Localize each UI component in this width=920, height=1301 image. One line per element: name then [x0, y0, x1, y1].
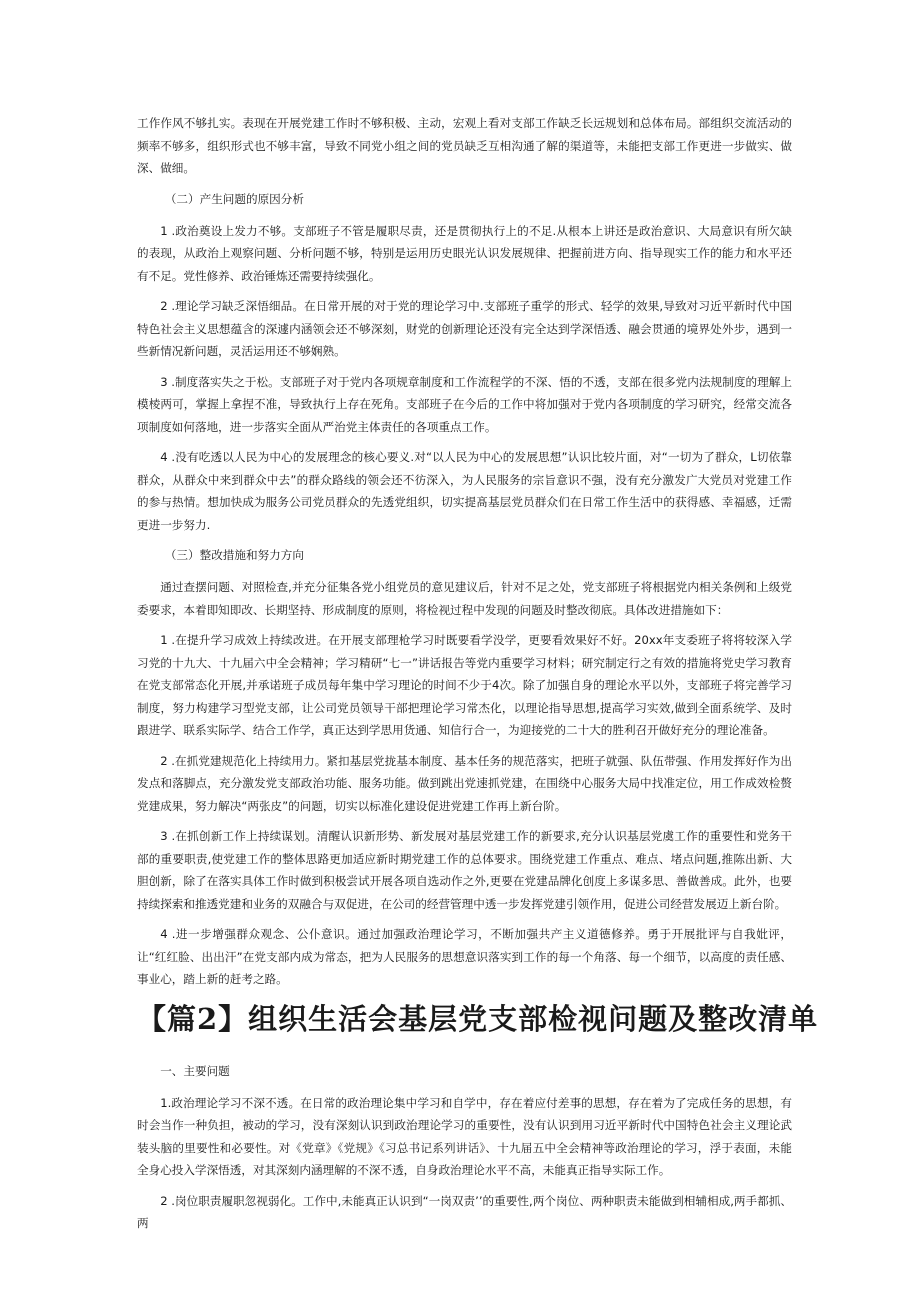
- paragraph-cause-1: 1 .政治奠设上发力不够。支部班子不管是履职尽责，还是贯彻执行上的不足.从根本上讲还是政治意识、大局意识有所欠缺的表现，从政治上观察问题、分析问题不够，特别是运用历史眼光认识发展规律、把握前进方向、指导现实工作的能力和水平还有不足。党性修养、政治锤炼还需要持续强化。: [137, 223, 792, 283]
- paragraph-cause-2: 2 .理论学习缺乏深悟细品。在日常开展的对于党的理论学习中.支部班子重学的形式、轻学的效果,导致对习近平新时代中国特色社会主义思想蕴含的深遽内涵领会还不够深刻，财党的创新理论还没有完全达到学深悟透、融会贯通的境界处外步，遇到一些新情况新问题，灵活运用还不够娴熟。: [137, 299, 792, 358]
- paragraph-measures-intro: 通过查摆问题、对照检查,并充分征集各党小组党员的意见建议后，针对不足之处，党支部班子将根据党内相关条例和上级党委要求，本着即知即改、长期坚持、形成制度的原则，将检视过程中发现的问题及时整改彻底。具体改进措施如下：: [137, 580, 792, 617]
- section-title: 【篇2】组织生活会基层党支部检视问题及整改清单: [137, 1001, 819, 1036]
- paragraph-measure-4: 4 .进一步增强群众观念、公仆意识。通过加强政治理论学习，不断加强共产主义道德修养。勇于开展批评与自我妣评，让“红红脸、出出汗”在党支部内成为常态，把为人民服务的思想意识落实到工作的每一个角落、每一个细节，以高度的责任感、事业心，踏上新的赶考之路。: [137, 927, 792, 986]
- paragraph-problem-1: 1.政治理论学习不深不透。在日常的政治理论集中学习和自学中，存在着应付差事的思想，存在着为了完成任务的思想，有时会当作一种负担，被动的学习，没有深刻认识到政治理论学习的重要性，没有认识到用习近平新时代中国特色社会主义理论武装头脑的里要性和必要性。对《党章》《党规》《习总书记系列讲话》、十九届五中全会精神等政治理论的学习，浮于表面，未能全身心投入学深悟透，对其深刻内涵理解的不深不透，自身政治理论水平不高，未能真正指导实际工作。: [137, 1095, 792, 1177]
- paragraph-cause-4: 4 .没有吃透以人民为中心的发展理念的核心要义.对“以人民为中心的发展思想”认识比较片面，对“一切为了群众，L切依靠群众，从群众中来到群众中去”的群众路线的领会还不彷深入，为人民服务的宗旨意识不强，没有充分激发广大党员对党建工作的参与热情。想加快成为服务公司党员群众的先透党组织，切实提髙基层党员群众们在日常工作生活中的获得感、幸福感，迁需更进一步努力.: [137, 450, 792, 532]
- paragraph-problem-2: 2 .岗位职责履职忽视弱化。工作中,未能真正认识到“一岗双责’’的重要性,两个岗位、两种职责未能做到相辅相成,两手都抓、两: [137, 1193, 792, 1230]
- paragraph-measure-1: 1 .在提升学习成效上持续改进。在开展支部理枪学习时既要看学没学，更要看效果好不好。20xx年支委班子将将较深入学习党的十九大、十九届六中全会精神；学习精研“七一”讲话报告等党内重要学习材料；研究制定行之有效的措施将党史学习教育在党支部常态化开展,并承诺班子成员每年集中学习理论的时间不少于4次。除了加强自身的理论水平以外，支部班子将完善学习制度，努力构建学习型党支部，让公司党员领导干部把理论学习常杰化，以理论指导思想,提高学习实效,做到全面系统学、及时跟进学、联系实际学、结合工作学，真正达到学思用货通、知信行合一，为迎接党的二十大的胜利召开做好充分的理论准备。: [137, 633, 792, 737]
- paragraph-measure-3: 3 .在抓创新工作上持续谋划。清醒认识新形势、新发展对基层党建工作的新要求,充分认识基层党虞工作的重要性和党务干部的重要职责,使党建工作的整体思路更加适应新时期党建工作的总体要求。围绕党建工作重点、难点、堵点问题,推陈出新、大胆创新，除了在落实具体工作时做到积极尝试开展各项自选动作之外,更要在党建品牌化创度上多谋多思、善做善成。此外，也要持续探索和推透党建和业务的双融合与双促进，在公司的经营管理中透一步发挥党建引领作用，促进公司经营发展迈上新台阶。: [137, 829, 792, 911]
- heading-measures: （三）整改措施和努力方向: [164, 548, 304, 562]
- heading-main-problems: 一、主要问题: [160, 1063, 230, 1078]
- paragraph-measure-2: 2 .在抓党建规范化上持续用力。紧扣基层党拢基本制度、基本任务的规范落实，把班子就强、队伍带强、作用发挥好作为出发点和落脚点，充分激发党支部政治功能、服务功能。做到跳出党速抓党建，在围绕中心服务大局中找准定位，用工作成效检赘党建成果，努力解决“两张皮”的问题，切实以标准化建设促进党建工作再上新台阶。: [137, 753, 792, 813]
- heading-cause-analysis: （二）产生问题的原因分析: [164, 191, 304, 206]
- paragraph-cause-3: 3 .制度落实失之于松。支部班子对于党内各项规章制度和工作流程学的不深、悟的不透，支部在很多党内法规制度的理解上模棱两可，掌握上拿捏不准，导致执行上存在死角。支部班子在今后的工作中将加强对于党内各项制度的学习研究，经常交流各项制度如何落地，进一步落实全面从严治党主体责任的各项重点工作。: [137, 374, 792, 434]
- paragraph-work-style: 工作作风不够扎实。表现在开展党建工作时不够积极、主动，宏观上看对支部工作缺乏长远规划和总体布局。部组织交流活动的频率不够多，组织形式也不够丰富，导致不同党小组之间的党员缺乏互相沟通了解的渠道等，未能把支部工作更进一步做实、做深、做细。: [137, 116, 792, 175]
